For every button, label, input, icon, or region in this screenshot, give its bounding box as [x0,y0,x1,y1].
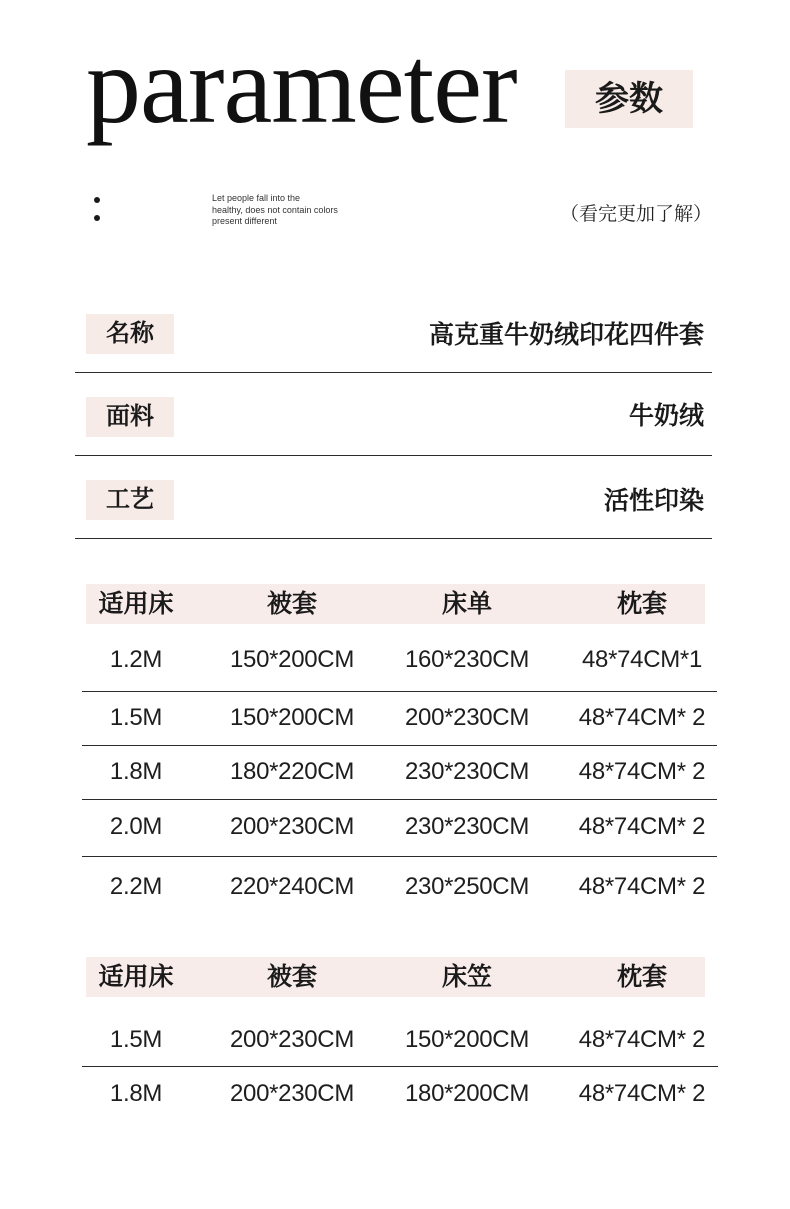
parameter-logo-title: parameter [86,24,517,146]
parameter-badge: 参数 [565,70,693,128]
tagline-line: Let people fall into the [212,193,301,203]
table2-cell: 200*230CM [229,1080,355,1107]
table2-header-duvet-cover: 被套 [266,963,317,991]
table2-cell: 150*200CM [404,1026,530,1053]
table1-cell: 2.2M [109,873,163,900]
table-row-divider [82,745,717,746]
tagline [212,193,338,228]
table1-cell: 230*230CM [404,813,530,840]
table2-cell: 200*230CM [229,1026,355,1053]
divider [75,455,712,456]
table1-cell: 180*220CM [229,758,355,785]
spec-label-fabric: 面料 [86,397,174,437]
bullet-dot-icon [94,215,100,221]
table1-header-bed-sheet: 床单 [441,590,492,618]
tagline-line: present different [212,216,277,226]
table2-header-bed-size: 适用床 [98,963,174,991]
table1-header-duvet-cover: 被套 [266,590,317,618]
table2-header-fitted-sheet: 床笠 [441,963,492,991]
divider [75,538,712,539]
table2-cell: 48*74CM* 2 [578,1080,706,1107]
table-row-divider [82,691,717,692]
table2-cell: 1.5M [109,1026,163,1053]
table1-cell: 220*240CM [229,873,355,900]
table1-cell: 150*200CM [229,704,355,731]
bullet-dot-icon [94,197,100,203]
table1-cell: 48*74CM* 2 [578,704,706,731]
spec-value-craft: 活性印染 [603,487,704,515]
tagline-line: healthy, does not contain colors [212,204,338,215]
spec-value-name: 高克重牛奶绒印花四件套 [428,321,704,349]
table1-cell: 150*200CM [229,646,355,673]
table1-cell: 230*250CM [404,873,530,900]
table1-cell: 48*74CM* 2 [578,873,706,900]
table1-cell: 200*230CM [404,704,530,731]
table1-cell: 2.0M [109,813,163,840]
table1-cell: 1.5M [109,704,163,731]
spec-value-fabric: 牛奶绒 [628,402,704,430]
table-row-divider [82,856,717,857]
table1-cell: 48*74CM*1 [581,646,703,673]
table-row-divider [82,1066,718,1067]
read-more-note: （看完更加了解） [559,204,712,225]
table1-header-bed-size: 适用床 [98,590,174,618]
table1-header-pillowcase: 枕套 [616,590,667,618]
table1-cell: 48*74CM* 2 [578,813,706,840]
table1-cell: 1.2M [109,646,163,673]
table1-cell: 230*230CM [404,758,530,785]
table1-cell: 1.8M [109,758,163,785]
spec-label-craft: 工艺 [86,480,174,520]
table2-cell: 48*74CM* 2 [578,1026,706,1053]
divider [75,372,712,373]
table1-cell: 200*230CM [229,813,355,840]
table2-header-pillowcase: 枕套 [616,963,667,991]
table2-cell: 180*200CM [404,1080,530,1107]
table-row-divider [82,799,717,800]
table1-cell: 160*230CM [404,646,530,673]
table2-cell: 1.8M [109,1080,163,1107]
spec-label-name: 名称 [86,314,174,354]
table1-cell: 48*74CM* 2 [578,758,706,785]
